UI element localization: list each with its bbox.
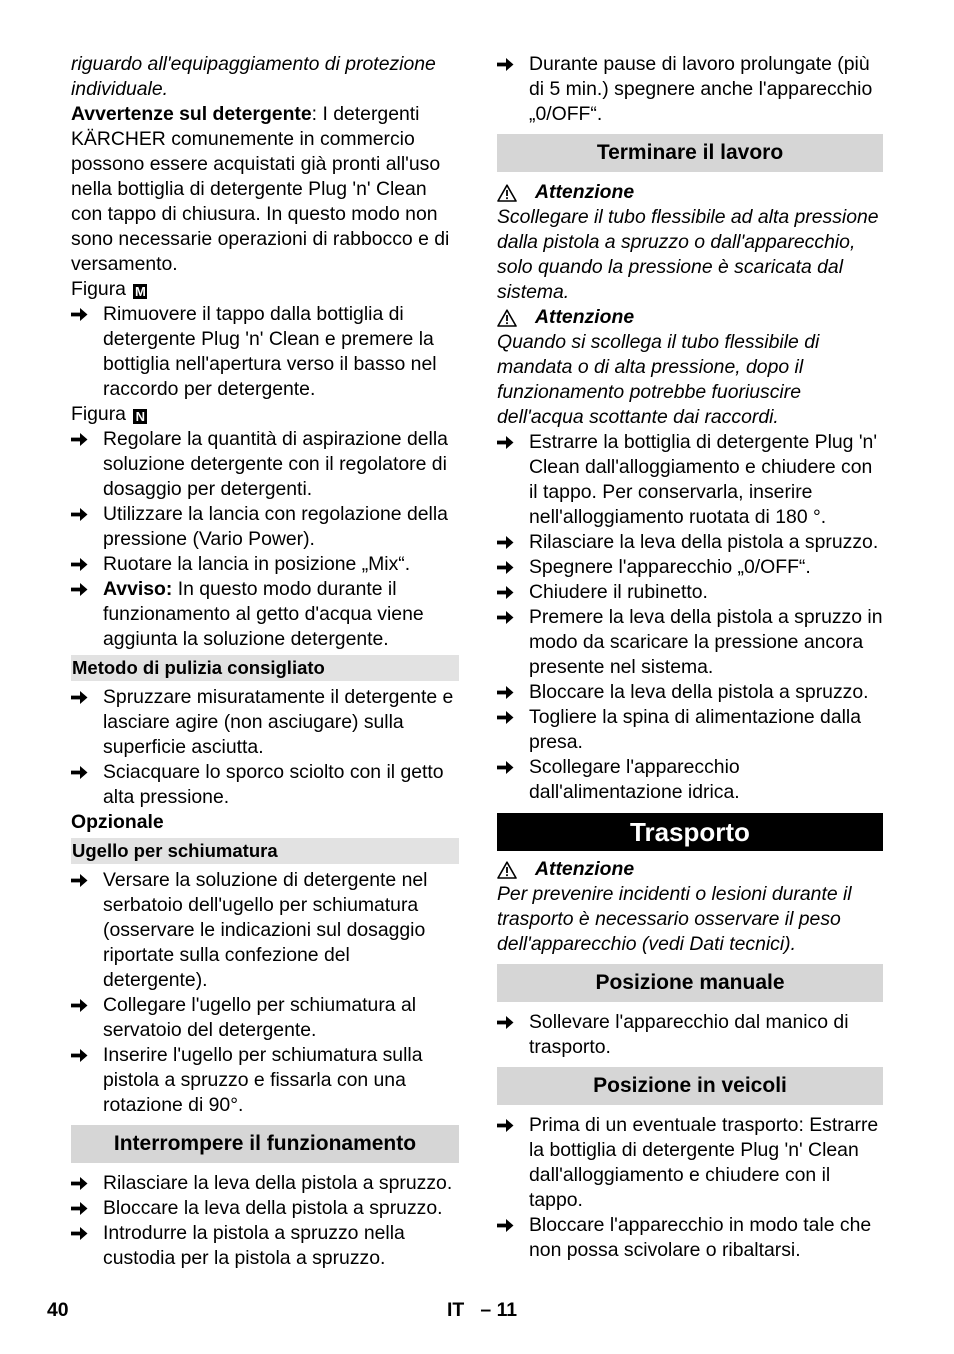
list-item	[71, 502, 459, 552]
list-item	[71, 1221, 459, 1271]
list-item	[497, 1113, 883, 1213]
figure-label: Figura	[71, 278, 126, 300]
warning-2-text: Quando si scollega il tubo flessibile di mandata o di alta pressione, dopo il funzionamento potrebbe fuoriuscire dell'acqua scottante dai raccordi.	[497, 331, 820, 428]
arrow-right-icon	[71, 868, 103, 993]
warning-2-heading	[497, 305, 883, 330]
figure-n-ref	[71, 402, 459, 427]
arrow-right-icon	[71, 1221, 103, 1271]
list-item-text: Rimuovere il tappo dalla bottiglia di detergente Plug 'n' Clean e premere la bottiglia nell'apertura verso il basso nel raccordo per detergente.	[103, 303, 437, 400]
opzionale-label: Opzionale	[71, 811, 164, 833]
manuale-heading: Posizione manuale	[497, 964, 883, 1002]
arrow-right-icon	[71, 685, 103, 760]
manuale-list	[497, 1010, 883, 1060]
list-item-text: Ruotare la lancia in posizione „Mix“.	[103, 553, 411, 575]
list-item-text: Bloccare l'apparecchio in modo tale che non possa scivolare o ribaltarsi.	[529, 1214, 872, 1261]
list-item	[71, 868, 459, 993]
intro-text: riguardo all'equipaggiamento di protezione individuale.	[71, 53, 436, 100]
list-item	[71, 1171, 459, 1196]
list-item-text: Chiudere il rubinetto.	[529, 581, 708, 603]
list-item	[71, 302, 459, 402]
arrow-right-icon	[71, 1043, 103, 1118]
list-item-text: Rilasciare la leva della pistola a spruzzo.	[103, 1172, 453, 1194]
terminare-list	[497, 430, 883, 805]
list-item-text: Durante pause di lavoro prolungate (più di 5 min.) spegnere anche l'apparecchio „0/OFF“.	[529, 53, 873, 125]
list-item-text: Bloccare la leva della pistola a spruzzo.	[103, 1197, 443, 1219]
arrow-right-icon	[71, 552, 103, 577]
list-item	[71, 1196, 459, 1221]
list-item	[71, 760, 459, 810]
detergent-note-text: : I detergenti KÄRCHER comunemente in commercio possono essere acquistati già pronti all'uso nella bottiglia di detergente Plug 'n' Clean con tappo di chiusura. In questo modo non sono necessarie operazioni di rabbocco e di versamento.	[71, 103, 450, 275]
warning-1-heading	[497, 180, 883, 205]
arrow-right-icon	[497, 1113, 529, 1213]
page-number: 40	[47, 1299, 69, 1321]
list-item-text: Inserire l'ugello per schiumatura sulla pistola a spruzzo e fissarla con una rotazione di 90°.	[103, 1044, 423, 1116]
warning-triangle-icon	[497, 184, 526, 202]
list-item	[497, 555, 883, 580]
warning-label: Attenzione	[535, 181, 635, 203]
list-item-text: Rilasciare la leva della pistola a spruzzo.	[529, 531, 879, 553]
arrow-right-icon	[497, 1010, 529, 1060]
arrow-right-icon	[71, 1196, 103, 1221]
arrow-right-icon	[71, 577, 103, 652]
ugello-heading: Ugello per schiumatura	[71, 838, 459, 864]
list-item	[71, 552, 459, 577]
list-item-text: Togliere la spina di alimentazione dalla presa.	[529, 706, 861, 753]
list-item-text: Regolare la quantità di aspirazione della soluzione detergente con il regolatore di dosaggio per detergenti.	[103, 428, 448, 500]
figure-label: Figura	[71, 403, 126, 425]
arrow-right-icon	[497, 680, 529, 705]
warning-triangle-icon	[497, 309, 526, 327]
list-item	[497, 680, 883, 705]
arrow-right-icon	[497, 580, 529, 605]
list-item	[497, 1213, 883, 1263]
arrow-right-icon	[497, 430, 529, 530]
top-list	[497, 52, 883, 127]
metodo-list	[71, 685, 459, 810]
list-item-text: Estrarre la bottiglia di detergente Plug 'n' Clean dall'alloggiamento e chiudere con il tappo. Per conservarla, inserire nell'alloggiamento ruotata di 180 °.	[529, 431, 878, 528]
arrow-right-icon	[497, 530, 529, 555]
list-item-text: Introdurre la pistola a spruzzo nella custodia per la pistola a spruzzo.	[103, 1222, 405, 1269]
arrow-right-icon	[497, 1213, 529, 1263]
list-item-text: Spegnere l'apparecchio „0/OFF“.	[529, 556, 811, 578]
arrow-right-icon	[71, 760, 103, 810]
detergent-note-label: Avvertenze sul detergente	[71, 103, 312, 125]
list-item-text: Sciacquare lo sporco sciolto con il getto alta pressione.	[103, 761, 444, 808]
arrow-right-icon	[71, 302, 103, 402]
list-item-text: Scollegare l'apparecchio dall'alimentazione idrica.	[529, 756, 740, 803]
warning-3-text: Per prevenire incidenti o lesioni durante il trasporto è necessario osservare il peso dell'apparecchio (vedi Dati tecnici).	[497, 883, 852, 955]
trasporto-chapter-title: Trasporto	[497, 813, 883, 851]
veicoli-heading: Posizione in veicoli	[497, 1067, 883, 1105]
figure-m-badge: M	[134, 284, 146, 299]
warning-label: Attenzione	[535, 306, 635, 328]
list-item	[497, 705, 883, 755]
ugello-list	[71, 868, 459, 1118]
list-item-text: Utilizzare la lancia con regolazione della pressione (Vario Power).	[103, 503, 448, 550]
bullet-list-m	[71, 302, 459, 402]
arrow-right-icon	[497, 605, 529, 680]
right-column	[497, 52, 883, 1263]
arrow-right-icon	[71, 993, 103, 1043]
list-item	[497, 1010, 883, 1060]
detergent-note	[71, 102, 459, 277]
warning-1-text: Scollegare il tubo flessibile ad alta pressione dalla pistola a spruzzo o dall'apparecchio, solo quando la pressione è scaricata dal sistema.	[497, 206, 879, 303]
footer-lang-page: IT – 11	[447, 1299, 518, 1321]
interrompere-heading: Interrompere il funzionamento	[71, 1125, 459, 1163]
figure-m-ref	[71, 277, 459, 302]
list-item-text: Versare la soluzione di detergente nel serbatoio dell'ugello per schiumatura (osservare le indicazioni sul dosaggio riportate sulla confezione del detergente).	[103, 869, 428, 991]
warning-3-heading	[497, 857, 883, 882]
avviso-text: In questo modo durante il funzionamento al getto d'acqua viene aggiunta la soluzione detergente.	[103, 578, 424, 650]
list-item	[71, 427, 459, 502]
figure-n-badge: N	[133, 409, 147, 424]
list-item	[71, 685, 459, 760]
veicoli-list	[497, 1113, 883, 1263]
list-item	[71, 1043, 459, 1118]
arrow-right-icon	[497, 555, 529, 580]
avviso-label: Avviso:	[103, 578, 173, 600]
list-item-text: Sollevare l'apparecchio dal manico di trasporto.	[529, 1011, 849, 1058]
metodo-heading: Metodo di pulizia consigliato	[71, 655, 459, 681]
warning-triangle-icon	[497, 861, 526, 879]
list-item-text: Spruzzare misuratamente il detergente e lasciare agire (non asciugare) sulla superficie asciutta.	[103, 686, 454, 758]
arrow-right-icon	[71, 502, 103, 552]
list-item-text: Prima di un eventuale trasporto: Estrarre la bottiglia di detergente Plug 'n' Clean dall'alloggiamento e chiudere con il tappo.	[529, 1114, 879, 1211]
list-item	[497, 605, 883, 680]
list-item	[71, 993, 459, 1043]
arrow-right-icon	[497, 755, 529, 805]
arrow-right-icon	[71, 1171, 103, 1196]
list-item-text: Bloccare la leva della pistola a spruzzo.	[529, 681, 869, 703]
list-item	[497, 52, 883, 127]
list-item	[497, 755, 883, 805]
warning-label: Attenzione	[535, 858, 635, 880]
arrow-right-icon	[497, 705, 529, 755]
left-column	[71, 52, 459, 1271]
arrow-right-icon	[71, 427, 103, 502]
list-item	[497, 580, 883, 605]
arrow-right-icon	[497, 52, 529, 127]
list-item	[497, 530, 883, 555]
avviso-note	[71, 577, 459, 652]
bullet-list-n	[71, 427, 459, 577]
interrompere-list	[71, 1171, 459, 1271]
list-item-text: Premere la leva della pistola a spruzzo in modo da scaricare la pressione ancora presente nel sistema.	[529, 606, 883, 678]
terminare-heading: Terminare il lavoro	[497, 134, 883, 172]
list-item	[497, 430, 883, 530]
list-item-text: Collegare l'ugello per schiumatura al servatoio del detergente.	[103, 994, 417, 1041]
